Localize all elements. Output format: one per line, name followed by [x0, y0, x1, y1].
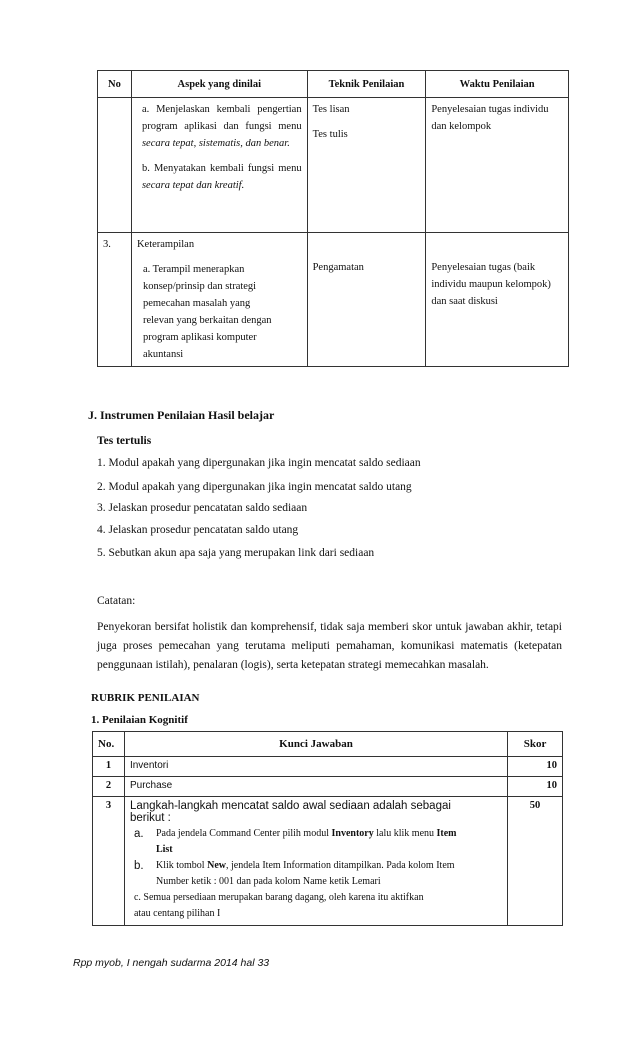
table-header-row [98, 71, 569, 98]
step-a: a. Pada jendela Command Center pilih modul Inventory lalu klik menu Item List [133, 828, 457, 855]
table-row [93, 757, 563, 777]
row3-teknik: Pengamatan [307, 233, 426, 367]
question-3: 3. Jelaskan prosedur pencatatan saldo sediaan [97, 502, 308, 514]
waktu-cell: Penyelesaian tugas individu dan kelompok [426, 98, 569, 233]
rubrik-score-3: 50 [508, 797, 563, 926]
aspek-a: a. Menjelaskan kembali pengertian program aplikasi dan fungsi menu secara tepat, sistematis, dan benar. [141, 104, 302, 149]
aspek-keterampilan-cell [131, 233, 307, 367]
table-row [93, 777, 563, 797]
header-teknik: Teknik Penilaian [307, 71, 426, 98]
question-4: 4. Jelaskan prosedur pencatatan saldo utang [97, 524, 299, 536]
aspek-b: b. Menyatakan kembali fungsi menu secara tepat dan kreatif. [141, 163, 302, 191]
teknik-tulis: Tes tulis [312, 129, 348, 140]
assessment-table [97, 70, 569, 367]
catatan-label: Catatan: [97, 595, 136, 607]
question-1: 1. Modul apakah yang dipergunakan jika ingin mencatat saldo sediaan [97, 457, 421, 469]
rubrik-answer-2: Purchase [124, 777, 507, 797]
section-j-title: J. Instrumen Penilaian Hasil belajar [88, 408, 275, 422]
teknik-cell [307, 98, 426, 233]
rubrik-header-skor: Skor [508, 732, 563, 757]
catatan-text: Penyekoran bersifat holistik dan komprehensif, tidak saja memberi skor untuk jawaban akhir, tetapi juga proses pemecahan yang terutama meliputi pemahaman, komunikasi matematis (ketepatan penggunaan istilah), penalaran (logis), serta ketepatan strategi memecahkan masalah. [97, 621, 562, 671]
rubrik-answer-3-cell [124, 797, 507, 926]
keterampilan-title: Keterampilan [136, 239, 195, 250]
step-c: c. Semua persediaan merupakan barang dagang, oleh karena itu aktifkan atau centang pilihan I [133, 892, 424, 919]
rubrik-title: RUBRIK PENILAIAN [91, 692, 200, 704]
rubrik-header-kunci: Kunci Jawaban [124, 732, 507, 757]
rubrik-score-1: 10 [508, 757, 563, 777]
rubrik-header-row [93, 732, 563, 757]
header-no: No [98, 71, 132, 98]
row3-no: 3. [98, 233, 132, 367]
section-j-subtitle: Tes tertulis [97, 435, 152, 447]
rubrik-subtitle: 1. Penilaian Kognitif [91, 714, 188, 726]
table-row [93, 797, 563, 926]
rubrik-score-2: 10 [508, 777, 563, 797]
question-2: 2. Modul apakah yang dipergunakan jika ingin mencatat saldo utang [97, 481, 412, 493]
rubrik-no-2: 2 [93, 777, 125, 797]
teknik-lisan: Tes lisan [312, 104, 350, 115]
header-waktu: Waktu Penilaian [426, 71, 569, 98]
rubrik-no-1: 1 [93, 757, 125, 777]
table-row [98, 233, 569, 367]
keterampilan-aspect: a. Terampil menerapkan konsep/prinsip dan strategi pemecahan masalah yang relevan yang berkaitan dengan program aplikasi komputer akuntansi [142, 264, 272, 360]
row-no-empty [98, 98, 132, 233]
rubrik-header-no: No. [93, 732, 125, 757]
rubrik-no-3: 3 [93, 797, 125, 926]
page-footer: Rpp myob, I nengah sudarma 2014 hal 33 [73, 957, 270, 969]
rubrik-table [92, 731, 563, 926]
rubrik-answer-3: Langkah-langkah mencatat saldo awal sediaan adalah sebagai berikut : [129, 800, 451, 824]
aspek-cell [131, 98, 307, 233]
step-b: b. Klik tombol New, jendela Item Information ditampilkan. Pada kolom Item Number ketik : 001 dan pada kolom Name ketik Lemari [133, 860, 455, 887]
question-5: 5. Sebutkan akun apa saja yang merupakan link dari sediaan [97, 547, 375, 559]
table-row [98, 98, 569, 233]
header-aspek: Aspek yang dinilai [131, 71, 307, 98]
row3-waktu: Penyelesaian tugas (baik individu maupun kelompok) dan saat diskusi [426, 233, 569, 367]
rubrik-answer-1: Inventori [124, 757, 507, 777]
